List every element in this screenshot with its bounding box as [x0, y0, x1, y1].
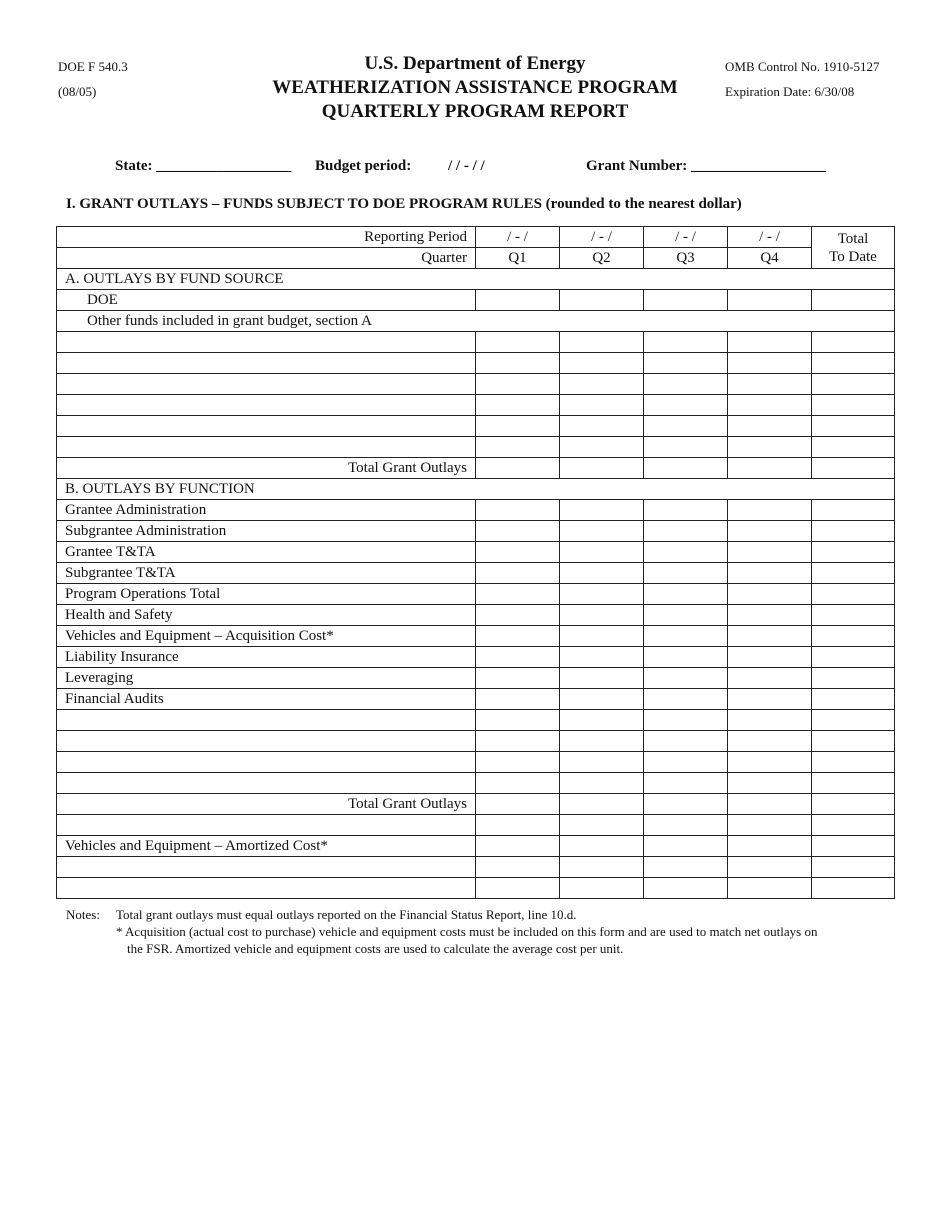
function-label: Financial Audits: [57, 689, 476, 710]
amount-cell[interactable]: [560, 878, 644, 899]
amount-cell[interactable]: [476, 437, 560, 458]
amount-cell[interactable]: [728, 584, 812, 605]
amount-cell[interactable]: [812, 500, 895, 521]
table-row: [57, 563, 895, 584]
amount-cell[interactable]: [644, 773, 728, 794]
total-grant-outlays-a-label: Total Grant Outlays: [57, 458, 476, 479]
blank-label-cell[interactable]: [57, 374, 476, 395]
amount-cell[interactable]: [560, 815, 644, 836]
amount-cell[interactable]: [728, 689, 812, 710]
total-to-date-header: [812, 227, 895, 269]
quarter-q4: Q4: [728, 248, 812, 269]
amount-cell[interactable]: [476, 731, 560, 752]
table-row: [57, 311, 895, 332]
table-row: [57, 668, 895, 689]
amount-cell[interactable]: [560, 437, 644, 458]
quarter-label: Quarter: [57, 248, 476, 269]
notes-label: Notes:: [66, 907, 100, 922]
amount-cell[interactable]: [560, 773, 644, 794]
amortized-cost-label: Vehicles and Equipment – Amortized Cost*: [57, 836, 476, 857]
reporting-period-row: [57, 227, 895, 248]
amount-cell[interactable]: [476, 332, 560, 353]
amount-cell[interactable]: [728, 647, 812, 668]
table-row: [57, 290, 895, 311]
amount-cell[interactable]: [476, 710, 560, 731]
amount-cell[interactable]: [476, 689, 560, 710]
omb-control: OMB Control No. 1910-5127: [725, 59, 880, 74]
blank-label-cell[interactable]: [57, 878, 476, 899]
amount-cell[interactable]: [728, 521, 812, 542]
table-row: [57, 353, 895, 374]
amount-cell[interactable]: [728, 395, 812, 416]
amount-cell[interactable]: [644, 500, 728, 521]
expiration-date: Expiration Date: 6/30/08: [725, 84, 855, 99]
amount-cell[interactable]: [476, 416, 560, 437]
amount-cell[interactable]: [476, 290, 560, 311]
blank-label-cell[interactable]: [57, 857, 476, 878]
amount-cell[interactable]: [560, 857, 644, 878]
amount-cell[interactable]: [560, 647, 644, 668]
amount-cell[interactable]: [728, 605, 812, 626]
amount-cell[interactable]: [812, 353, 895, 374]
table-row: [57, 878, 895, 899]
amount-cell[interactable]: [728, 542, 812, 563]
amount-cell[interactable]: [728, 668, 812, 689]
amount-cell[interactable]: [476, 815, 560, 836]
amount-cell[interactable]: [812, 878, 895, 899]
amount-cell[interactable]: [644, 710, 728, 731]
amount-cell[interactable]: [728, 815, 812, 836]
notes-line-1: Total grant outlays must equal outlays reported on the Financial Status Report, line 10.d.: [116, 907, 577, 922]
amount-cell[interactable]: [476, 353, 560, 374]
reporting-period-label: Reporting Period: [57, 227, 476, 248]
amount-cell[interactable]: [644, 563, 728, 584]
amount-cell[interactable]: [560, 584, 644, 605]
function-label: Subgrantee T&TA: [57, 563, 476, 584]
table-row: [57, 857, 895, 878]
blank-label-cell[interactable]: [57, 353, 476, 374]
amount-cell[interactable]: [560, 521, 644, 542]
amount-cell[interactable]: [476, 647, 560, 668]
amount-cell[interactable]: [560, 710, 644, 731]
amount-cell[interactable]: [560, 794, 644, 815]
blank-label-cell[interactable]: [57, 416, 476, 437]
table-row: [57, 710, 895, 731]
section-a-label: A. OUTLAYS BY FUND SOURCE: [57, 269, 895, 290]
amount-cell[interactable]: [476, 584, 560, 605]
amount-cell[interactable]: [812, 416, 895, 437]
period-q2-input[interactable]: / - /: [560, 227, 644, 248]
amount-cell[interactable]: [644, 731, 728, 752]
amount-cell[interactable]: [812, 794, 895, 815]
period-q3-input[interactable]: / - /: [644, 227, 728, 248]
amount-cell[interactable]: [560, 290, 644, 311]
amount-cell[interactable]: [644, 878, 728, 899]
doe-label: DOE: [57, 290, 476, 311]
amount-cell[interactable]: [644, 794, 728, 815]
amount-cell[interactable]: [728, 437, 812, 458]
amount-cell[interactable]: [476, 542, 560, 563]
amount-cell[interactable]: [728, 290, 812, 311]
table-row: [57, 605, 895, 626]
amount-cell[interactable]: [812, 563, 895, 584]
state-field[interactable]: State: __________________: [115, 158, 292, 174]
period-q4-input[interactable]: / - /: [728, 227, 812, 248]
amount-cell[interactable]: [476, 836, 560, 857]
amount-cell[interactable]: [812, 836, 895, 857]
amount-cell[interactable]: [728, 857, 812, 878]
amount-cell[interactable]: [812, 626, 895, 647]
amount-cell[interactable]: [728, 773, 812, 794]
amount-cell[interactable]: [560, 353, 644, 374]
function-label: Health and Safety: [57, 605, 476, 626]
amount-cell[interactable]: [560, 836, 644, 857]
amount-cell[interactable]: [476, 458, 560, 479]
other-funds-label: Other funds included in grant budget, section A: [57, 311, 895, 332]
amount-cell[interactable]: [476, 521, 560, 542]
amount-cell[interactable]: [728, 836, 812, 857]
amount-cell[interactable]: [560, 605, 644, 626]
grant-outlays-table: [56, 226, 895, 899]
amount-cell[interactable]: [728, 563, 812, 584]
amount-cell[interactable]: [812, 332, 895, 353]
amount-cell[interactable]: [728, 626, 812, 647]
table-row: [57, 773, 895, 794]
section-b-row: [57, 479, 895, 500]
amount-cell[interactable]: [812, 647, 895, 668]
quarter-row: [57, 248, 895, 269]
blank-label-cell[interactable]: [57, 773, 476, 794]
amount-cell[interactable]: [644, 521, 728, 542]
table-row: [57, 731, 895, 752]
table-row: [57, 689, 895, 710]
table-row: [57, 332, 895, 353]
notes: [66, 906, 817, 957]
amount-cell[interactable]: [728, 374, 812, 395]
amount-cell[interactable]: [644, 542, 728, 563]
amount-cell[interactable]: [644, 605, 728, 626]
amount-cell[interactable]: [560, 752, 644, 773]
amount-cell[interactable]: [812, 668, 895, 689]
amount-cell[interactable]: [728, 332, 812, 353]
grant-number-field[interactable]: Grant Number: __________________: [586, 158, 826, 174]
amount-cell[interactable]: [476, 374, 560, 395]
amount-cell[interactable]: [644, 290, 728, 311]
table-row: [57, 752, 895, 773]
quarter-q3: Q3: [644, 248, 728, 269]
function-label: Grantee Administration: [57, 500, 476, 521]
amount-cell[interactable]: [728, 416, 812, 437]
amount-cell[interactable]: [644, 353, 728, 374]
amount-cell[interactable]: [812, 773, 895, 794]
function-label: Program Operations Total: [57, 584, 476, 605]
table-row: [57, 500, 895, 521]
amount-cell[interactable]: [812, 815, 895, 836]
amount-cell[interactable]: [728, 752, 812, 773]
notes-line-2: * Acquisition (actual cost to purchase) vehicle and equipment costs must be included on this form and are used to match net outlays on: [116, 924, 818, 939]
table-row: [57, 437, 895, 458]
amount-cell[interactable]: [560, 731, 644, 752]
amount-cell[interactable]: [560, 374, 644, 395]
amount-cell[interactable]: [644, 332, 728, 353]
amount-cell[interactable]: [812, 584, 895, 605]
blank-label-cell[interactable]: [57, 437, 476, 458]
section-a-row: [57, 269, 895, 290]
amount-cell[interactable]: [560, 563, 644, 584]
amount-cell[interactable]: [476, 773, 560, 794]
amount-cell[interactable]: [728, 500, 812, 521]
amount-cell[interactable]: [560, 332, 644, 353]
amount-cell[interactable]: [476, 668, 560, 689]
amount-cell[interactable]: [560, 500, 644, 521]
table-row: [57, 584, 895, 605]
amount-cell[interactable]: [476, 878, 560, 899]
blank-label-cell[interactable]: [57, 332, 476, 353]
amount-cell[interactable]: [812, 752, 895, 773]
notes-line-3: the FSR. Amortized vehicle and equipment costs are used to calculate the average cost per unit.: [127, 941, 624, 956]
amount-cell[interactable]: [812, 437, 895, 458]
program-title: WEATHERIZATION ASSISTANCE PROGRAM: [272, 77, 678, 98]
report-title: QUARTERLY PROGRAM REPORT: [321, 101, 629, 122]
amount-cell[interactable]: [644, 857, 728, 878]
budget-period-label: Budget period:: [315, 158, 412, 174]
form-number: DOE F 540.3: [58, 59, 128, 74]
section-b-label: B. OUTLAYS BY FUNCTION: [57, 479, 895, 500]
amount-cell[interactable]: [728, 353, 812, 374]
amount-cell[interactable]: [560, 395, 644, 416]
amount-cell[interactable]: [476, 626, 560, 647]
amount-cell[interactable]: [476, 500, 560, 521]
amount-cell[interactable]: [560, 416, 644, 437]
amount-cell[interactable]: [728, 731, 812, 752]
amount-cell[interactable]: [812, 689, 895, 710]
blank-label-cell[interactable]: [57, 395, 476, 416]
amount-cell[interactable]: [728, 458, 812, 479]
blank-label-cell[interactable]: [57, 815, 476, 836]
total-row-a: [57, 458, 895, 479]
amount-cell[interactable]: [812, 290, 895, 311]
amount-cell[interactable]: [644, 752, 728, 773]
amount-cell[interactable]: [812, 542, 895, 563]
amount-cell[interactable]: [644, 458, 728, 479]
total-line1: Total: [837, 230, 869, 247]
budget-period-field[interactable]: / / - / /: [448, 158, 485, 174]
quarter-q2: Q2: [560, 248, 644, 269]
amount-cell[interactable]: [728, 794, 812, 815]
form-date: (08/05): [58, 84, 97, 99]
amount-cell[interactable]: [812, 458, 895, 479]
amount-cell[interactable]: [560, 542, 644, 563]
total-grant-outlays-b-label: Total Grant Outlays: [57, 794, 476, 815]
amount-cell[interactable]: [476, 605, 560, 626]
amount-cell[interactable]: [644, 815, 728, 836]
table-row: [57, 521, 895, 542]
table-row: [57, 815, 895, 836]
amount-cell[interactable]: [560, 689, 644, 710]
amount-cell[interactable]: [644, 689, 728, 710]
amount-cell[interactable]: [812, 374, 895, 395]
quarter-q1: Q1: [476, 248, 560, 269]
function-label: Grantee T&TA: [57, 542, 476, 563]
blank-label-cell[interactable]: [57, 752, 476, 773]
amount-cell[interactable]: [476, 752, 560, 773]
function-label: Vehicles and Equipment – Acquisition Cost*: [57, 626, 476, 647]
table-row: [57, 416, 895, 437]
section-title: I. GRANT OUTLAYS – FUNDS SUBJECT TO DOE PROGRAM RULES (rounded to the nearest dollar): [66, 196, 742, 212]
amount-cell[interactable]: [728, 878, 812, 899]
period-q1-input[interactable]: / - /: [476, 227, 560, 248]
amount-cell[interactable]: [812, 605, 895, 626]
amount-cell[interactable]: [476, 563, 560, 584]
amount-cell[interactable]: [476, 794, 560, 815]
amount-cell[interactable]: [476, 857, 560, 878]
blank-label-cell[interactable]: [57, 731, 476, 752]
amount-cell[interactable]: [812, 857, 895, 878]
table-row: [57, 374, 895, 395]
table-row: [57, 395, 895, 416]
function-label: Leveraging: [57, 668, 476, 689]
total-line2: To Date: [829, 248, 877, 265]
amount-cell[interactable]: [560, 626, 644, 647]
blank-label-cell[interactable]: [57, 710, 476, 731]
amount-cell[interactable]: [812, 731, 895, 752]
function-label: Subgrantee Administration: [57, 521, 476, 542]
total-row-b: [57, 794, 895, 815]
table-row: [57, 647, 895, 668]
amount-cell[interactable]: [728, 710, 812, 731]
amount-cell[interactable]: [476, 395, 560, 416]
amount-cell[interactable]: [812, 395, 895, 416]
function-label: Liability Insurance: [57, 647, 476, 668]
amount-cell[interactable]: [644, 374, 728, 395]
amount-cell[interactable]: [644, 584, 728, 605]
amount-cell[interactable]: [644, 836, 728, 857]
table-row: [57, 836, 895, 857]
agency-title: U.S. Department of Energy: [364, 53, 586, 74]
amount-cell[interactable]: [644, 626, 728, 647]
amount-cell[interactable]: [812, 710, 895, 731]
amount-cell[interactable]: [644, 395, 728, 416]
amount-cell[interactable]: [644, 437, 728, 458]
table-row: [57, 626, 895, 647]
amount-cell[interactable]: [644, 647, 728, 668]
amount-cell[interactable]: [644, 668, 728, 689]
amount-cell[interactable]: [812, 521, 895, 542]
amount-cell[interactable]: [560, 668, 644, 689]
amount-cell[interactable]: [560, 458, 644, 479]
amount-cell[interactable]: [644, 416, 728, 437]
table-row: [57, 542, 895, 563]
